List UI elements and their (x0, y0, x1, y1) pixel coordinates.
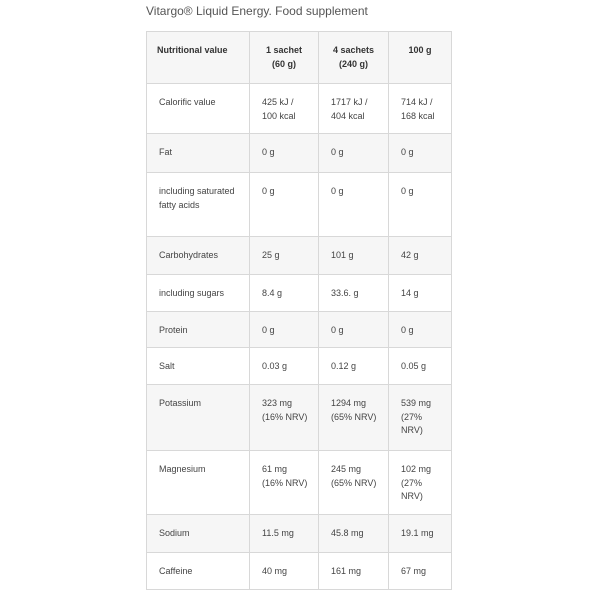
table-row (147, 84, 452, 134)
table-row (147, 553, 452, 590)
cell-1-sachet: 8.4 g (250, 275, 319, 312)
cell-1-sachet: 0 g (250, 134, 319, 173)
header-1-sachet: 1 sachet (60 g) (250, 32, 319, 84)
cell-100g: 0 g (389, 312, 452, 348)
cell-100g: 0 g (389, 134, 452, 173)
cell-4-sachets: 33.6. g (319, 275, 389, 312)
table-row (147, 275, 452, 312)
table-row (147, 451, 452, 515)
row-label: Salt (147, 348, 250, 385)
table-row (147, 237, 452, 275)
nutrition-table (146, 31, 452, 590)
row-label: Magnesium (147, 451, 250, 515)
table-row (147, 173, 452, 237)
row-label: Calorific value (147, 84, 250, 134)
cell-4-sachets: 1717 kJ / 404 kcal (319, 84, 389, 134)
cell-1-sachet: 0 g (250, 312, 319, 348)
table-row (147, 385, 452, 451)
header-nutritional-value: Nutritional value (147, 32, 250, 84)
cell-4-sachets: 45.8 mg (319, 515, 389, 553)
cell-100g: 67 mg (389, 553, 452, 590)
cell-4-sachets: 0 g (319, 173, 389, 237)
row-label: Protein (147, 312, 250, 348)
cell-100g: 539 mg (27% NRV) (389, 385, 452, 451)
cell-1-sachet: 0 g (250, 173, 319, 237)
table-row (147, 134, 452, 173)
table-row (147, 348, 452, 385)
cell-1-sachet: 61 mg (16% NRV) (250, 451, 319, 515)
header-100g: 100 g (389, 32, 452, 84)
cell-4-sachets: 0 g (319, 312, 389, 348)
cell-4-sachets: 0.12 g (319, 348, 389, 385)
row-label: Carbohydrates (147, 237, 250, 275)
cell-4-sachets: 161 mg (319, 553, 389, 590)
cell-100g: 0.05 g (389, 348, 452, 385)
table-header-row (147, 32, 452, 84)
header-4-sachets: 4 sachets (240 g) (319, 32, 389, 84)
row-label: Sodium (147, 515, 250, 553)
cell-1-sachet: 425 kJ / 100 kcal (250, 84, 319, 134)
cell-4-sachets: 0 g (319, 134, 389, 173)
table-row (147, 515, 452, 553)
cell-1-sachet: 25 g (250, 237, 319, 275)
cell-100g: 714 kJ / 168 kcal (389, 84, 452, 134)
cell-1-sachet: 11.5 mg (250, 515, 319, 553)
row-label: including saturated fatty acids (147, 173, 250, 237)
cell-1-sachet: 0.03 g (250, 348, 319, 385)
row-label: including sugars (147, 275, 250, 312)
cell-100g: 42 g (389, 237, 452, 275)
cell-1-sachet: 323 mg (16% NRV) (250, 385, 319, 451)
cell-4-sachets: 101 g (319, 237, 389, 275)
cell-4-sachets: 1294 mg (65% NRV) (319, 385, 389, 451)
cell-100g: 102 mg (27% NRV) (389, 451, 452, 515)
cell-100g: 19.1 mg (389, 515, 452, 553)
table-caption: Vitargo® Liquid Energy. Food supplement (146, 4, 368, 18)
cell-4-sachets: 245 mg (65% NRV) (319, 451, 389, 515)
cell-1-sachet: 40 mg (250, 553, 319, 590)
cell-100g: 0 g (389, 173, 452, 237)
row-label: Fat (147, 134, 250, 173)
cell-100g: 14 g (389, 275, 452, 312)
row-label: Potassium (147, 385, 250, 451)
row-label: Caffeine (147, 553, 250, 590)
table-row (147, 312, 452, 348)
